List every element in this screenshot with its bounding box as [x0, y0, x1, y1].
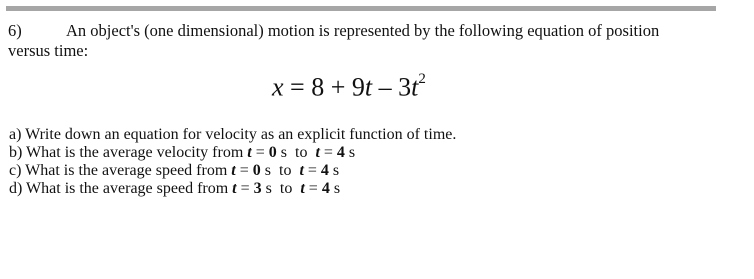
equation-lhs: x — [272, 72, 284, 102]
position-equation — [272, 67, 426, 103]
question-d-t1-val: 3 — [253, 180, 262, 197]
question-d-t2-eq: = — [304, 180, 322, 197]
question-d-t2-val: 4 — [321, 180, 330, 197]
question-c-t2-val: 4 — [320, 162, 329, 179]
question-b-t1-eq: = — [251, 144, 269, 161]
equation-minus: – 3 — [372, 72, 412, 102]
question-b-t1-unit: s to — [276, 144, 316, 161]
equation-t1: t — [364, 72, 373, 102]
question-b — [9, 144, 456, 162]
question-b-t2-var: t — [315, 144, 320, 161]
problem-statement — [8, 20, 728, 61]
question-b-t2-val: 4 — [336, 144, 345, 161]
question-b-text: b) What is the average velocity from — [9, 144, 248, 161]
question-b-t1-val: 0 — [268, 144, 277, 161]
question-a: a) Write down an equation for velocity as an explicit function of time. — [9, 126, 457, 143]
question-d-t1-var: t — [232, 180, 237, 197]
question-c-t2-eq: = — [303, 162, 321, 179]
question-b-t2-unit: s — [344, 144, 356, 161]
question-d-t2-var: t — [300, 180, 305, 197]
question-c-t1-eq: = — [235, 162, 253, 179]
question-c-t1-unit: s to — [260, 162, 300, 179]
question-c-t2-unit: s — [328, 162, 340, 179]
problem-number: 6) — [8, 21, 22, 40]
equation-terms: = 8 + 9 — [283, 72, 365, 102]
problem-header — [8, 20, 728, 41]
question-c-t1-var: t — [231, 162, 236, 179]
top-rule — [6, 6, 716, 11]
question-b-t1-var: t — [247, 144, 252, 161]
question-d-text: d) What is the average speed from — [9, 180, 233, 197]
question-c-text: c) What is the average speed from — [9, 162, 232, 179]
question-d-t2-unit: s — [329, 180, 341, 197]
problem-intro-line2: versus time: — [8, 41, 89, 60]
question-d-t1-unit: s to — [261, 180, 301, 197]
question-d-t1-eq: = — [236, 180, 254, 197]
question-c-t2-var: t — [299, 162, 304, 179]
equation-exponent: 2 — [418, 71, 426, 87]
equation-t2: t — [411, 72, 419, 102]
question-c-t1-val: 0 — [252, 162, 261, 179]
question-b-t2-eq: = — [319, 144, 337, 161]
question-list — [9, 126, 456, 198]
problem-intro-line1: An object's (one dimensional) motion is represented by the following equation of position — [66, 21, 660, 40]
question-d — [9, 180, 456, 198]
question-c — [9, 162, 456, 180]
